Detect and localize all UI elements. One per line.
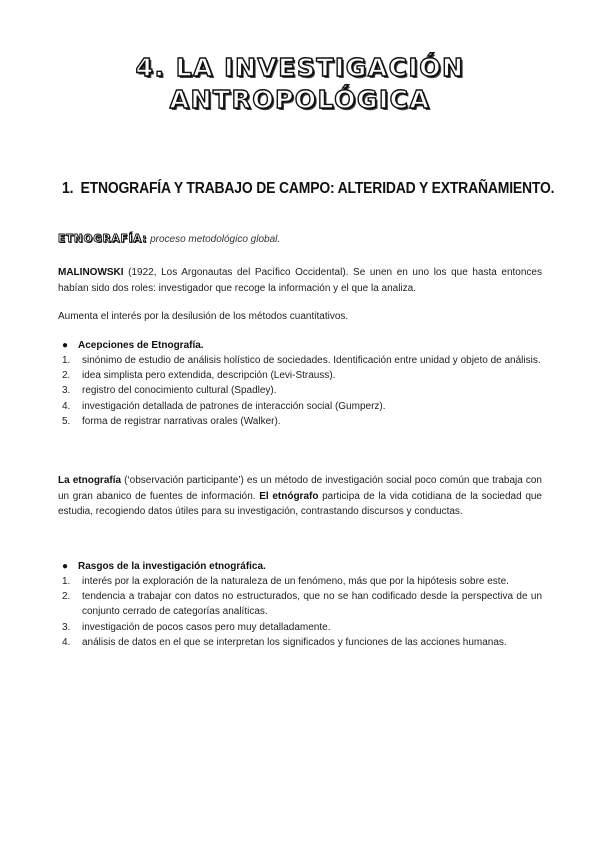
acepciones-list (62, 353, 542, 429)
paragraph-etnografia (58, 473, 542, 520)
list-item (62, 383, 542, 398)
page-title-line-2: ANTROPOLÓGICA (169, 85, 431, 114)
author-name: MALINOWSKI (58, 267, 124, 278)
list-item-text: tendencia a trabajar con datos no estructurados, que no se han codificado desde la perspectiva de un conjunto cerrado de categorías analíticas. (82, 591, 542, 618)
section-heading (62, 180, 555, 198)
list-heading-text: Rasgos de la investigación etnográfica. (78, 561, 266, 572)
paragraph-malinowski (58, 265, 542, 296)
page-title-line-1: 4. LA INVESTIGACIÓN (135, 53, 465, 82)
list-item (62, 589, 542, 619)
list-item-text: forma de registrar narrativas orales (Walker). (82, 415, 281, 427)
definition-text: proceso metodológico global. (150, 234, 281, 245)
list-item (62, 399, 542, 414)
list-heading-text: Acepciones de Etnografía. (78, 340, 204, 351)
list-heading-rasgos (62, 561, 266, 572)
bullet-dot: ● (62, 561, 69, 572)
paragraph-malinowski-text: (1922, Los Argonautas del Pacífico Occidental). Se unen en uno los que hasta entonces habían sido dos roles: investigador que recoge la información y el que la analiza. (58, 267, 542, 294)
list-item-number: 3. (62, 621, 71, 633)
list-item-number: 4. (62, 400, 71, 412)
list-item (62, 635, 542, 650)
definition-term: ETNOGRAFÍA: (58, 233, 148, 245)
list-item-number: 3. (62, 385, 71, 397)
rasgos-list (62, 574, 542, 650)
list-item (62, 414, 542, 429)
list-item-text: análisis de datos en el que se interpretan los significados y funciones de las acciones humanas. (82, 636, 507, 648)
list-item (62, 574, 542, 589)
list-item-text: sinónimo de estudio de análisis holístico de sociedades. Identificación entre unidad y objeto de análisis. (82, 355, 541, 366)
list-item (62, 620, 542, 635)
list-item-number: 1. (62, 355, 71, 366)
paragraph-text: participa de la vida cotidiana de la sociedad que estudia, recogiendo datos útiles para su investigación, contrastando discursos y conductas. (58, 490, 542, 517)
list-item-text: investigación de pocos casos pero muy detalladamente. (82, 621, 331, 633)
list-item-number: 1. (62, 576, 71, 587)
section-heading-text: ETNOGRAFÍA Y TRABAJO DE CAMPO: ALTERIDAD Y EXTRAÑAMIENTO. (80, 180, 555, 197)
list-item-text: registro del conocimiento cultural (Spadley). (82, 385, 277, 397)
list-heading-acepciones (62, 340, 204, 351)
bullet-dot: ● (62, 340, 69, 351)
list-item-text: investigación detallada de patrones de interacción social (Gumperz). (82, 400, 386, 412)
bold-term: El etnógrafo (259, 490, 319, 502)
list-item-number: 5. (62, 415, 71, 427)
paragraph-text: (‘observación participante’) es un método de investigación social poco común que trabaja con un gran abanico de fuentes de información. (58, 475, 542, 502)
definition-line (58, 233, 280, 245)
section-number: 1. (62, 180, 74, 197)
bold-term: La etnografía (58, 475, 122, 486)
list-item-text: idea simplista pero extendida, descripción (Levi-Strauss). (82, 370, 336, 382)
list-item (62, 353, 542, 368)
list-item (62, 368, 542, 383)
list-item-number: 2. (62, 591, 71, 603)
list-item-number: 4. (62, 636, 71, 648)
list-item-text: interés por la exploración de la naturaleza de un fenómeno, más que por la hipótesis sobre este. (82, 576, 509, 587)
page-title (60, 52, 540, 116)
paragraph-quantitative: Aumenta el interés por la desilusión de los métodos cuantitativos. (58, 311, 349, 322)
list-item-number: 2. (62, 370, 71, 382)
